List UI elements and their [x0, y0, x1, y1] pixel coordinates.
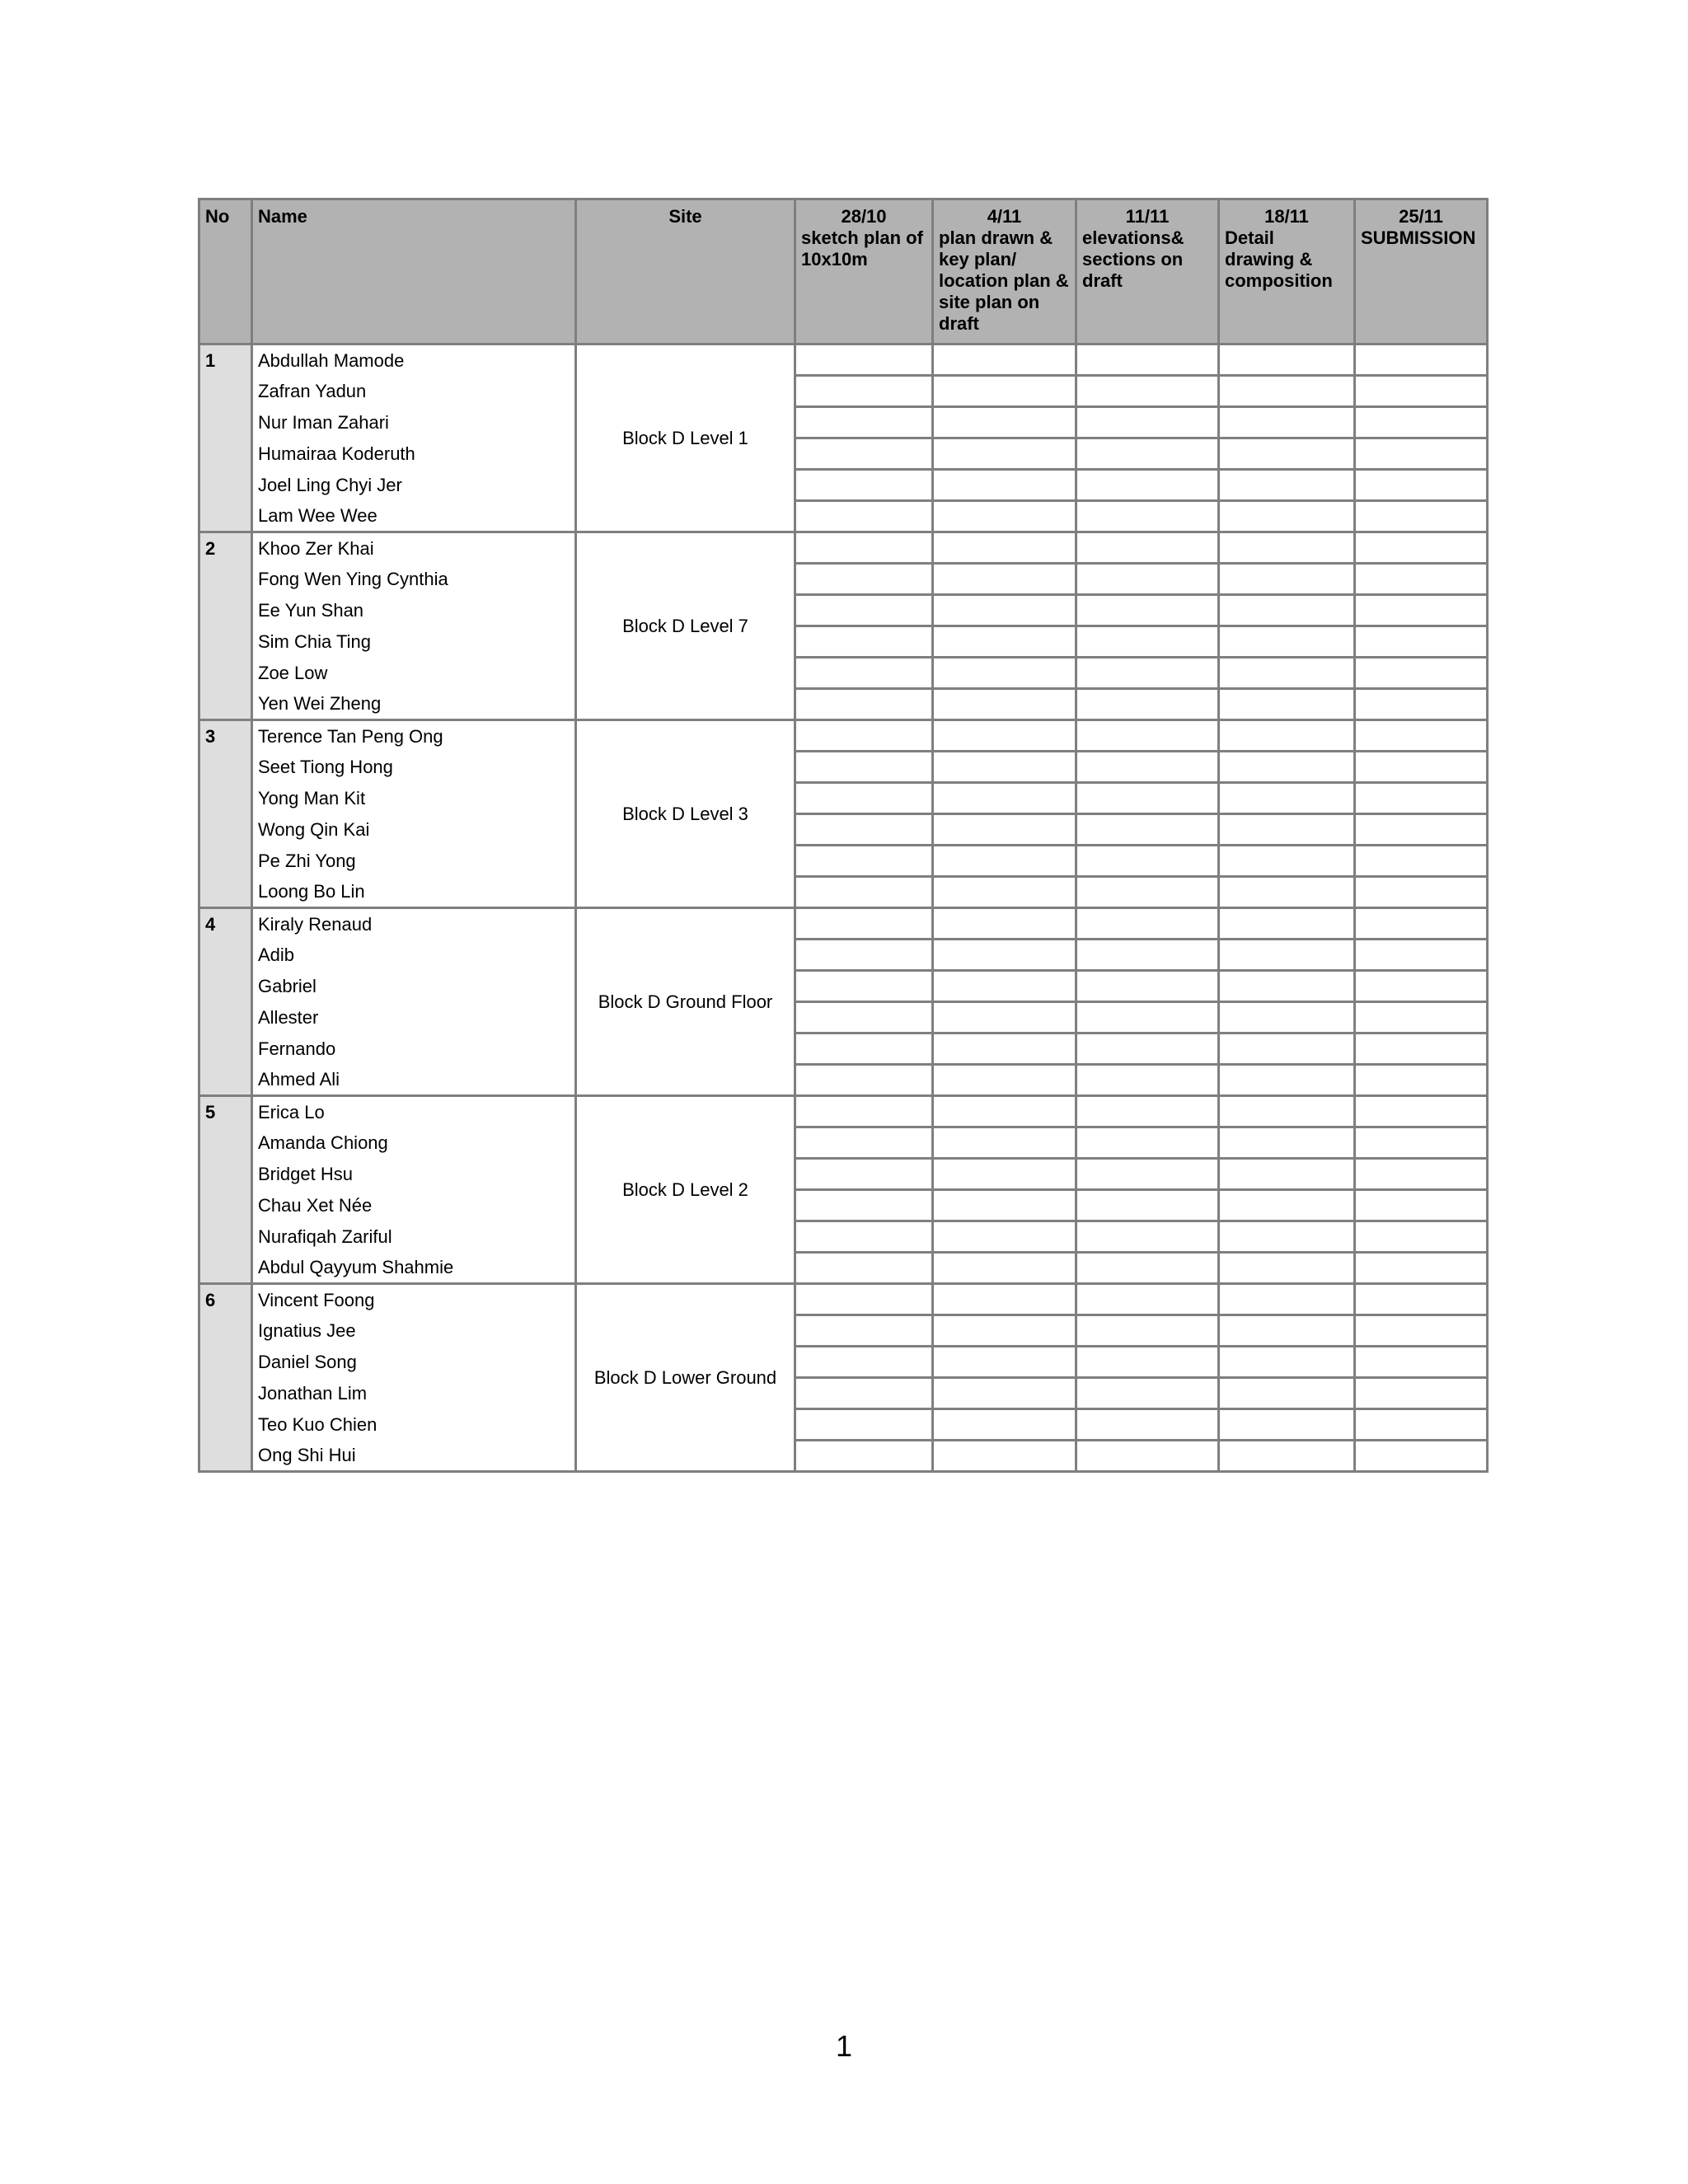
- table-row: [199, 814, 1488, 846]
- table-row: [199, 689, 1488, 720]
- member-name: Daniel Song: [252, 1347, 576, 1378]
- milestone-line: elevations&: [1082, 227, 1184, 248]
- milestone-cell: [1076, 971, 1219, 1002]
- table-row: [199, 752, 1488, 783]
- milestone-cell: [795, 1347, 933, 1378]
- milestone-cell: [1219, 1347, 1355, 1378]
- milestone-cell: [1219, 1315, 1355, 1347]
- milestone-cell: [1355, 564, 1488, 595]
- milestone-cell: [1355, 470, 1488, 501]
- header-milestone-3: [1076, 199, 1219, 344]
- milestone-cell: [795, 1159, 933, 1190]
- milestone-cell: [933, 720, 1076, 752]
- milestone-cell: [933, 1159, 1076, 1190]
- member-name: Pe Zhi Yong: [252, 846, 576, 877]
- header-name: Name: [252, 199, 576, 344]
- milestone-cell: [933, 595, 1076, 626]
- milestone-cell: [933, 1065, 1076, 1096]
- group-number: 2: [199, 532, 252, 720]
- member-name: Fernando: [252, 1033, 576, 1065]
- table-row: [199, 564, 1488, 595]
- member-name: Abdul Qayyum Shahmie: [252, 1253, 576, 1284]
- table-row: [199, 470, 1488, 501]
- milestone-cell: [1355, 783, 1488, 814]
- milestone-line: draft: [1082, 270, 1123, 291]
- milestone-cell: [795, 564, 933, 595]
- milestone-cell: [1355, 1284, 1488, 1315]
- milestone-cell: [795, 940, 933, 971]
- milestone-cell: [1219, 595, 1355, 626]
- table-row: [199, 908, 1488, 940]
- milestone-cell: [933, 376, 1076, 407]
- member-name: Abdullah Mamode: [252, 344, 576, 376]
- member-name: Lam Wee Wee: [252, 501, 576, 532]
- member-name: Erica Lo: [252, 1096, 576, 1127]
- milestone-cell: [795, 971, 933, 1002]
- milestone-cell: [1076, 1284, 1219, 1315]
- milestone-cell: [795, 783, 933, 814]
- milestone-cell: [1076, 1378, 1219, 1409]
- milestone-cell: [1219, 376, 1355, 407]
- milestone-cell: [1355, 532, 1488, 564]
- milestone-cell: [1219, 1065, 1355, 1096]
- milestone-cell: [1076, 438, 1219, 470]
- milestone-cell: [1219, 689, 1355, 720]
- milestone-date: 4/11: [987, 206, 1022, 227]
- member-name: Gabriel: [252, 971, 576, 1002]
- milestone-cell: [1355, 1221, 1488, 1253]
- milestone-cell: [1219, 1253, 1355, 1284]
- milestone-date: 25/11: [1399, 206, 1443, 227]
- milestone-cell: [933, 1127, 1076, 1159]
- member-name: Seet Tiong Hong: [252, 752, 576, 783]
- milestone-cell: [1219, 940, 1355, 971]
- table-row: [199, 1002, 1488, 1033]
- milestone-cell: [795, 626, 933, 658]
- member-name: Allester: [252, 1002, 576, 1033]
- milestone-cell: [1355, 814, 1488, 846]
- table-row: [199, 438, 1488, 470]
- member-name: Khoo Zer Khai: [252, 532, 576, 564]
- milestone-cell: [1219, 908, 1355, 940]
- table-row: [199, 501, 1488, 532]
- table-row: [199, 532, 1488, 564]
- header-milestone-4: [1219, 199, 1355, 344]
- milestone-cell: [1219, 846, 1355, 877]
- table-row: [199, 1127, 1488, 1159]
- milestone-cell: [795, 1033, 933, 1065]
- header-site: Site: [576, 199, 795, 344]
- milestone-cell: [795, 344, 933, 376]
- milestone-cell: [1219, 1159, 1355, 1190]
- milestone-cell: [933, 1441, 1076, 1472]
- milestone-cell: [1076, 532, 1219, 564]
- milestone-cell: [933, 1190, 1076, 1221]
- member-name: Zoe Low: [252, 658, 576, 689]
- milestone-cell: [1076, 783, 1219, 814]
- milestone-cell: [795, 1253, 933, 1284]
- milestone-cell: [1355, 1159, 1488, 1190]
- milestone-cell: [795, 438, 933, 470]
- group-number: 3: [199, 720, 252, 908]
- member-name: Ong Shi Hui: [252, 1441, 576, 1472]
- header-milestone-5: [1355, 199, 1488, 344]
- milestone-cell: [1076, 1221, 1219, 1253]
- page-number: 1: [835, 2029, 853, 2063]
- milestone-cell: [933, 752, 1076, 783]
- milestone-cell: [933, 908, 1076, 940]
- member-name: Yen Wei Zheng: [252, 689, 576, 720]
- milestone-cell: [1219, 501, 1355, 532]
- table-row: [199, 1159, 1488, 1190]
- table-row: [199, 1441, 1488, 1472]
- milestone-cell: [1076, 344, 1219, 376]
- milestone-cell: [933, 783, 1076, 814]
- milestone-cell: [1219, 1096, 1355, 1127]
- milestone-cell: [1219, 407, 1355, 438]
- milestone-cell: [1355, 720, 1488, 752]
- member-name: Amanda Chiong: [252, 1127, 576, 1159]
- table-row: [199, 407, 1488, 438]
- milestone-cell: [1355, 1378, 1488, 1409]
- milestone-cell: [1076, 658, 1219, 689]
- table-row: [199, 1065, 1488, 1096]
- milestone-cell: [795, 1096, 933, 1127]
- milestone-cell: [1219, 532, 1355, 564]
- milestone-cell: [795, 1002, 933, 1033]
- member-name: Ee Yun Shan: [252, 595, 576, 626]
- member-name: Ahmed Ali: [252, 1065, 576, 1096]
- milestone-cell: [1355, 689, 1488, 720]
- member-name: Zafran Yadun: [252, 376, 576, 407]
- table-row: [199, 940, 1488, 971]
- milestone-cell: [933, 658, 1076, 689]
- milestone-date: 11/11: [1125, 206, 1170, 227]
- member-name: Ignatius Jee: [252, 1315, 576, 1347]
- group-site: Block D Level 3: [576, 720, 795, 908]
- milestone-cell: [933, 626, 1076, 658]
- milestone-cell: [1355, 376, 1488, 407]
- milestone-cell: [1355, 1253, 1488, 1284]
- milestone-cell: [1076, 1409, 1219, 1441]
- milestone-cell: [795, 376, 933, 407]
- table-row: [199, 720, 1488, 752]
- milestone-cell: [933, 1033, 1076, 1065]
- milestone-cell: [1076, 940, 1219, 971]
- milestone-cell: [1219, 658, 1355, 689]
- table-header: [199, 199, 1488, 344]
- milestone-line: 10x10m: [801, 249, 868, 269]
- milestone-cell: [1076, 1002, 1219, 1033]
- table-row: [199, 846, 1488, 877]
- milestone-cell: [795, 1378, 933, 1409]
- milestone-cell: [933, 1096, 1076, 1127]
- milestone-cell: [933, 846, 1076, 877]
- milestone-line: Detail: [1225, 227, 1274, 248]
- member-name: Terence Tan Peng Ong: [252, 720, 576, 752]
- milestone-line: composition: [1225, 270, 1333, 291]
- milestone-cell: [1355, 595, 1488, 626]
- table-row: [199, 1221, 1488, 1253]
- table-row: [199, 877, 1488, 908]
- milestone-line: draft: [939, 313, 979, 334]
- member-name: Jonathan Lim: [252, 1378, 576, 1409]
- milestone-cell: [1355, 1409, 1488, 1441]
- milestone-cell: [1355, 1347, 1488, 1378]
- milestone-cell: [1355, 940, 1488, 971]
- milestone-cell: [1076, 376, 1219, 407]
- milestone-line: SUBMISSION: [1361, 227, 1476, 248]
- milestone-cell: [1219, 626, 1355, 658]
- table-row: [199, 1409, 1488, 1441]
- milestone-cell: [1219, 1190, 1355, 1221]
- member-name: Loong Bo Lin: [252, 877, 576, 908]
- milestone-cell: [933, 407, 1076, 438]
- milestone-cell: [1219, 877, 1355, 908]
- milestone-cell: [1076, 1096, 1219, 1127]
- milestone-cell: [1219, 344, 1355, 376]
- member-name: Nur Iman Zahari: [252, 407, 576, 438]
- milestone-cell: [933, 1409, 1076, 1441]
- group-number: 4: [199, 908, 252, 1096]
- milestone-cell: [1219, 1033, 1355, 1065]
- milestone-cell: [1219, 720, 1355, 752]
- table-body: [199, 344, 1488, 1472]
- milestone-cell: [1219, 1378, 1355, 1409]
- milestone-cell: [933, 971, 1076, 1002]
- member-name: Humairaa Koderuth: [252, 438, 576, 470]
- header-row: [199, 199, 1488, 344]
- member-name: Joel Ling Chyi Jer: [252, 470, 576, 501]
- milestone-cell: [1076, 595, 1219, 626]
- schedule-sheet: [198, 198, 1486, 1473]
- milestone-cell: [1076, 501, 1219, 532]
- milestone-cell: [933, 564, 1076, 595]
- milestone-line: plan drawn &: [939, 227, 1053, 248]
- member-name: Chau Xet Née: [252, 1190, 576, 1221]
- milestone-cell: [1355, 1096, 1488, 1127]
- milestone-cell: [933, 689, 1076, 720]
- milestone-cell: [795, 877, 933, 908]
- milestone-cell: [1076, 1253, 1219, 1284]
- milestone-cell: [1355, 752, 1488, 783]
- milestone-cell: [1355, 407, 1488, 438]
- member-name: Nurafiqah Zariful: [252, 1221, 576, 1253]
- milestone-cell: [1076, 1347, 1219, 1378]
- milestone-cell: [1076, 1127, 1219, 1159]
- milestone-cell: [1219, 438, 1355, 470]
- milestone-cell: [933, 877, 1076, 908]
- milestone-cell: [795, 501, 933, 532]
- milestone-cell: [795, 1441, 933, 1472]
- table-row: [199, 1253, 1488, 1284]
- milestone-cell: [795, 1409, 933, 1441]
- milestone-line: sections on: [1082, 249, 1184, 269]
- milestone-cell: [1219, 1441, 1355, 1472]
- milestone-cell: [1076, 407, 1219, 438]
- table-row: [199, 1096, 1488, 1127]
- milestone-line: site plan on: [939, 292, 1040, 312]
- milestone-cell: [933, 814, 1076, 846]
- milestone-cell: [1355, 1065, 1488, 1096]
- milestone-cell: [1219, 470, 1355, 501]
- member-name: Vincent Foong: [252, 1284, 576, 1315]
- group-site: Block D Level 7: [576, 532, 795, 720]
- milestone-cell: [1076, 1190, 1219, 1221]
- milestone-date: 28/10: [841, 206, 887, 227]
- table-row: [199, 1033, 1488, 1065]
- header-milestone-1: [795, 199, 933, 344]
- milestone-cell: [1076, 626, 1219, 658]
- member-name: Wong Qin Kai: [252, 814, 576, 846]
- milestone-cell: [1076, 752, 1219, 783]
- table-row: [199, 1284, 1488, 1315]
- milestone-cell: [1076, 564, 1219, 595]
- milestone-cell: [1219, 752, 1355, 783]
- milestone-cell: [1219, 564, 1355, 595]
- milestone-cell: [933, 1221, 1076, 1253]
- milestone-cell: [1076, 1315, 1219, 1347]
- milestone-cell: [933, 438, 1076, 470]
- milestone-line: key plan/: [939, 249, 1017, 269]
- milestone-cell: [1076, 814, 1219, 846]
- milestone-cell: [1355, 658, 1488, 689]
- milestone-cell: [795, 1315, 933, 1347]
- milestone-cell: [1076, 470, 1219, 501]
- milestone-cell: [933, 940, 1076, 971]
- table-row: [199, 1190, 1488, 1221]
- milestone-cell: [1355, 877, 1488, 908]
- milestone-cell: [795, 1190, 933, 1221]
- milestone-cell: [933, 501, 1076, 532]
- milestone-cell: [1355, 1315, 1488, 1347]
- milestone-cell: [1076, 908, 1219, 940]
- milestone-date: 18/11: [1264, 206, 1309, 227]
- milestone-cell: [1355, 626, 1488, 658]
- group-number: 1: [199, 344, 252, 532]
- milestone-cell: [933, 1315, 1076, 1347]
- member-name: Adib: [252, 940, 576, 971]
- table-row: [199, 658, 1488, 689]
- milestone-cell: [1355, 501, 1488, 532]
- milestone-cell: [1355, 1033, 1488, 1065]
- member-name: Teo Kuo Chien: [252, 1409, 576, 1441]
- table-row: [199, 626, 1488, 658]
- milestone-cell: [1219, 1221, 1355, 1253]
- milestone-cell: [795, 689, 933, 720]
- milestone-cell: [795, 1065, 933, 1096]
- milestone-cell: [1219, 814, 1355, 846]
- milestone-cell: [933, 470, 1076, 501]
- group-schedule-table: [198, 198, 1489, 1473]
- member-name: Fong Wen Ying Cynthia: [252, 564, 576, 595]
- member-name: Yong Man Kit: [252, 783, 576, 814]
- milestone-cell: [933, 1002, 1076, 1033]
- table-row: [199, 783, 1488, 814]
- group-number: 5: [199, 1096, 252, 1284]
- milestone-cell: [1076, 720, 1219, 752]
- member-name: Bridget Hsu: [252, 1159, 576, 1190]
- group-number: 6: [199, 1284, 252, 1472]
- milestone-cell: [1355, 344, 1488, 376]
- milestone-cell: [1219, 783, 1355, 814]
- milestone-line: sketch plan of: [801, 227, 923, 248]
- milestone-cell: [933, 1284, 1076, 1315]
- milestone-cell: [795, 846, 933, 877]
- header-no: No: [199, 199, 252, 344]
- table-row: [199, 1378, 1488, 1409]
- milestone-cell: [1076, 1033, 1219, 1065]
- milestone-cell: [795, 752, 933, 783]
- milestone-cell: [795, 470, 933, 501]
- milestone-cell: [795, 1127, 933, 1159]
- milestone-cell: [795, 595, 933, 626]
- milestone-cell: [1355, 908, 1488, 940]
- group-site: Block D Lower Ground: [576, 1284, 795, 1472]
- milestone-cell: [795, 908, 933, 940]
- header-milestone-2: [933, 199, 1076, 344]
- milestone-cell: [1219, 1002, 1355, 1033]
- table-row: [199, 344, 1488, 376]
- table-row: [199, 971, 1488, 1002]
- milestone-cell: [1355, 1127, 1488, 1159]
- milestone-cell: [933, 1347, 1076, 1378]
- milestone-cell: [1076, 689, 1219, 720]
- milestone-cell: [1219, 1127, 1355, 1159]
- table-row: [199, 595, 1488, 626]
- milestone-cell: [795, 1284, 933, 1315]
- member-name: Sim Chia Ting: [252, 626, 576, 658]
- group-site: Block D Level 1: [576, 344, 795, 532]
- milestone-cell: [1219, 1284, 1355, 1315]
- group-site: Block D Level 2: [576, 1096, 795, 1284]
- milestone-cell: [795, 532, 933, 564]
- milestone-cell: [1355, 971, 1488, 1002]
- milestone-cell: [795, 1221, 933, 1253]
- milestone-cell: [1076, 846, 1219, 877]
- milestone-cell: [1355, 438, 1488, 470]
- milestone-cell: [795, 720, 933, 752]
- milestone-cell: [1076, 1065, 1219, 1096]
- milestone-line: drawing &: [1225, 249, 1313, 269]
- milestone-cell: [933, 532, 1076, 564]
- milestone-cell: [795, 407, 933, 438]
- group-site: Block D Ground Floor: [576, 908, 795, 1096]
- milestone-cell: [1076, 1159, 1219, 1190]
- milestone-cell: [1355, 1190, 1488, 1221]
- milestone-cell: [1355, 1441, 1488, 1472]
- table-row: [199, 1315, 1488, 1347]
- milestone-cell: [1076, 877, 1219, 908]
- milestone-line: location plan &: [939, 270, 1069, 291]
- milestone-cell: [1355, 846, 1488, 877]
- member-name: Kiraly Renaud: [252, 908, 576, 940]
- milestone-cell: [795, 658, 933, 689]
- milestone-cell: [1219, 1409, 1355, 1441]
- milestone-cell: [1076, 1441, 1219, 1472]
- milestone-cell: [795, 814, 933, 846]
- table-row: [199, 1347, 1488, 1378]
- milestone-cell: [1355, 1002, 1488, 1033]
- milestone-cell: [1219, 971, 1355, 1002]
- milestone-cell: [933, 1253, 1076, 1284]
- milestone-cell: [933, 1378, 1076, 1409]
- table-row: [199, 376, 1488, 407]
- milestone-cell: [933, 344, 1076, 376]
